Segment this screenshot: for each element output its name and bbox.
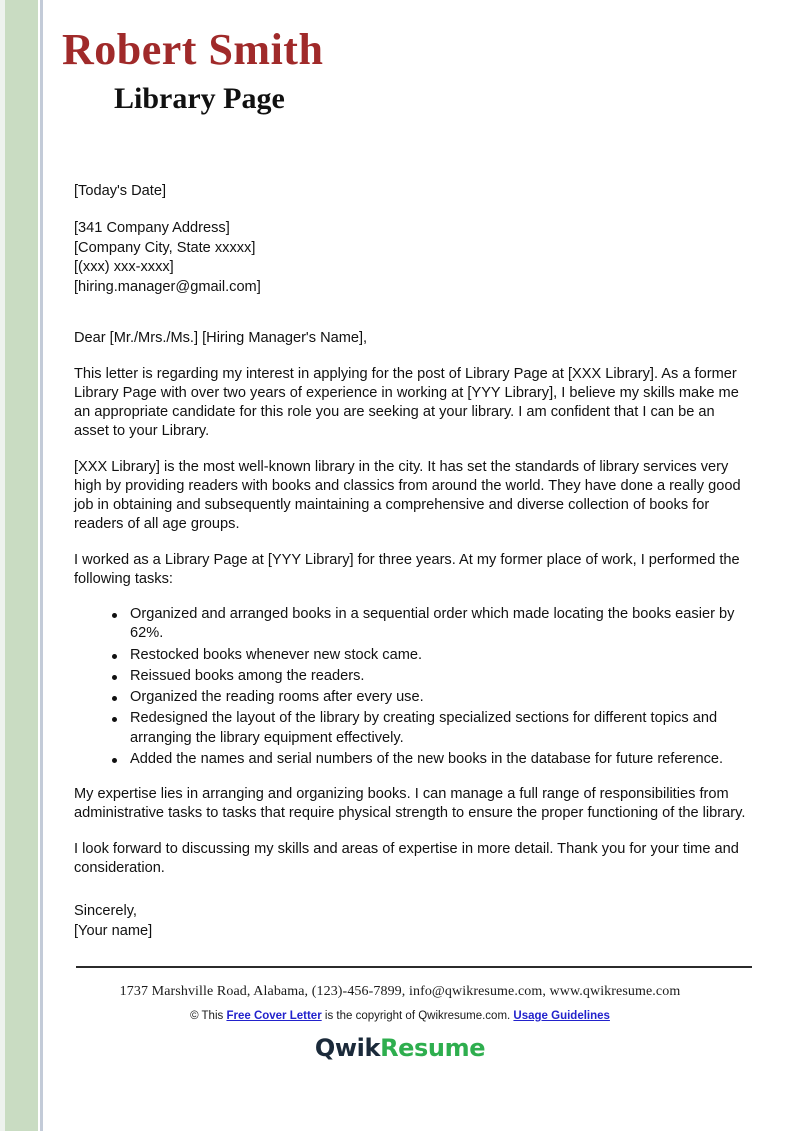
list-item: Organized the reading rooms after every use. — [112, 688, 750, 707]
footer-contact-line: 1737 Marshville Road, Alabama, (123)-456-7899, info@qwikresume.com, www.qwikresume.com — [119, 984, 681, 999]
footer-copyright-line — [0, 1010, 800, 1022]
recipient-address-line: [(xxx) xxx-xxxx] — [74, 259, 174, 276]
decorative-green-sidebar — [5, 0, 38, 1131]
letter-header — [62, 26, 752, 115]
closing-line: Sincerely, — [74, 903, 137, 920]
copyright-middle-text: is the copyright of Qwikresume.com. — [321, 1010, 514, 1022]
body-paragraph-5: I look forward to discussing my skills and areas of expertise in more detail. Thank you for your time and consideration. — [74, 840, 739, 876]
logo-text-qwik: Qwik — [314, 1034, 381, 1062]
list-item: Added the names and serial numbers of the new books in the database for future reference. — [112, 750, 750, 769]
applicant-job-title: Library Page — [114, 81, 285, 115]
letter-body — [74, 182, 750, 941]
list-item: Restocked books whenever new stock came. — [112, 646, 750, 665]
body-paragraph-2: [XXX Library] is the most well-known library in the city. It has set the standards of library services very high by providing readers with books and classics from around the world. They have done a really good job in obtaining and subsequently maintaining a comprehensive and diverse collection of books for readers of all age groups. — [74, 458, 741, 533]
logo-text-resume: Resume — [380, 1034, 486, 1062]
recipient-address-line: [341 Company Address] — [74, 220, 230, 237]
qwikresume-logo — [0, 1034, 800, 1062]
date-placeholder: [Today's Date] — [74, 183, 167, 199]
sidebar-divider-line — [40, 0, 43, 1131]
usage-guidelines-link[interactable]: Usage Guidelines — [513, 1010, 610, 1022]
footer-divider — [76, 966, 752, 968]
free-cover-letter-link[interactable]: Free Cover Letter — [226, 1010, 322, 1022]
signature-block — [74, 902, 750, 941]
list-item: Organized and arranged books in a sequential order which made locating the books easier by 62%. — [112, 605, 750, 644]
applicant-name: Robert Smith — [62, 25, 324, 74]
body-paragraph-1: This letter is regarding my interest in applying for the post of Library Page at [XXX Library]. As a former Library Page with over two years of experience in working at [YYY Library], I believe my skills make me an appropriate candidate for this role you are seeking at your library. I am confident that I can be an asset to your Library. — [74, 365, 739, 440]
list-item: Reissued books among the readers. — [112, 667, 750, 686]
body-paragraph-3: I worked as a Library Page at [YYY Library] for three years. At my former place of work, I performed the following tasks: — [74, 551, 740, 587]
task-list — [74, 605, 750, 769]
recipient-address-block — [74, 219, 750, 297]
salutation: Dear [Mr./Mrs./Ms.] [Hiring Manager's Name], — [74, 330, 368, 347]
body-paragraph-4: My expertise lies in arranging and organizing books. I can manage a full range of responsibilities from administrative tasks to tasks that require physical strength to ensure the proper functioning of the library. — [74, 786, 746, 822]
recipient-address-line: [hiring.manager@gmail.com] — [74, 278, 261, 295]
list-item: Redesigned the layout of the library by creating specialized sections for different topics and arranging the library equipment effectively. — [112, 709, 750, 748]
copyright-prefix-text: © This — [190, 1010, 227, 1022]
recipient-address-line: [Company City, State xxxxx] — [74, 239, 256, 256]
signature-name-placeholder: [Your name] — [74, 922, 153, 939]
